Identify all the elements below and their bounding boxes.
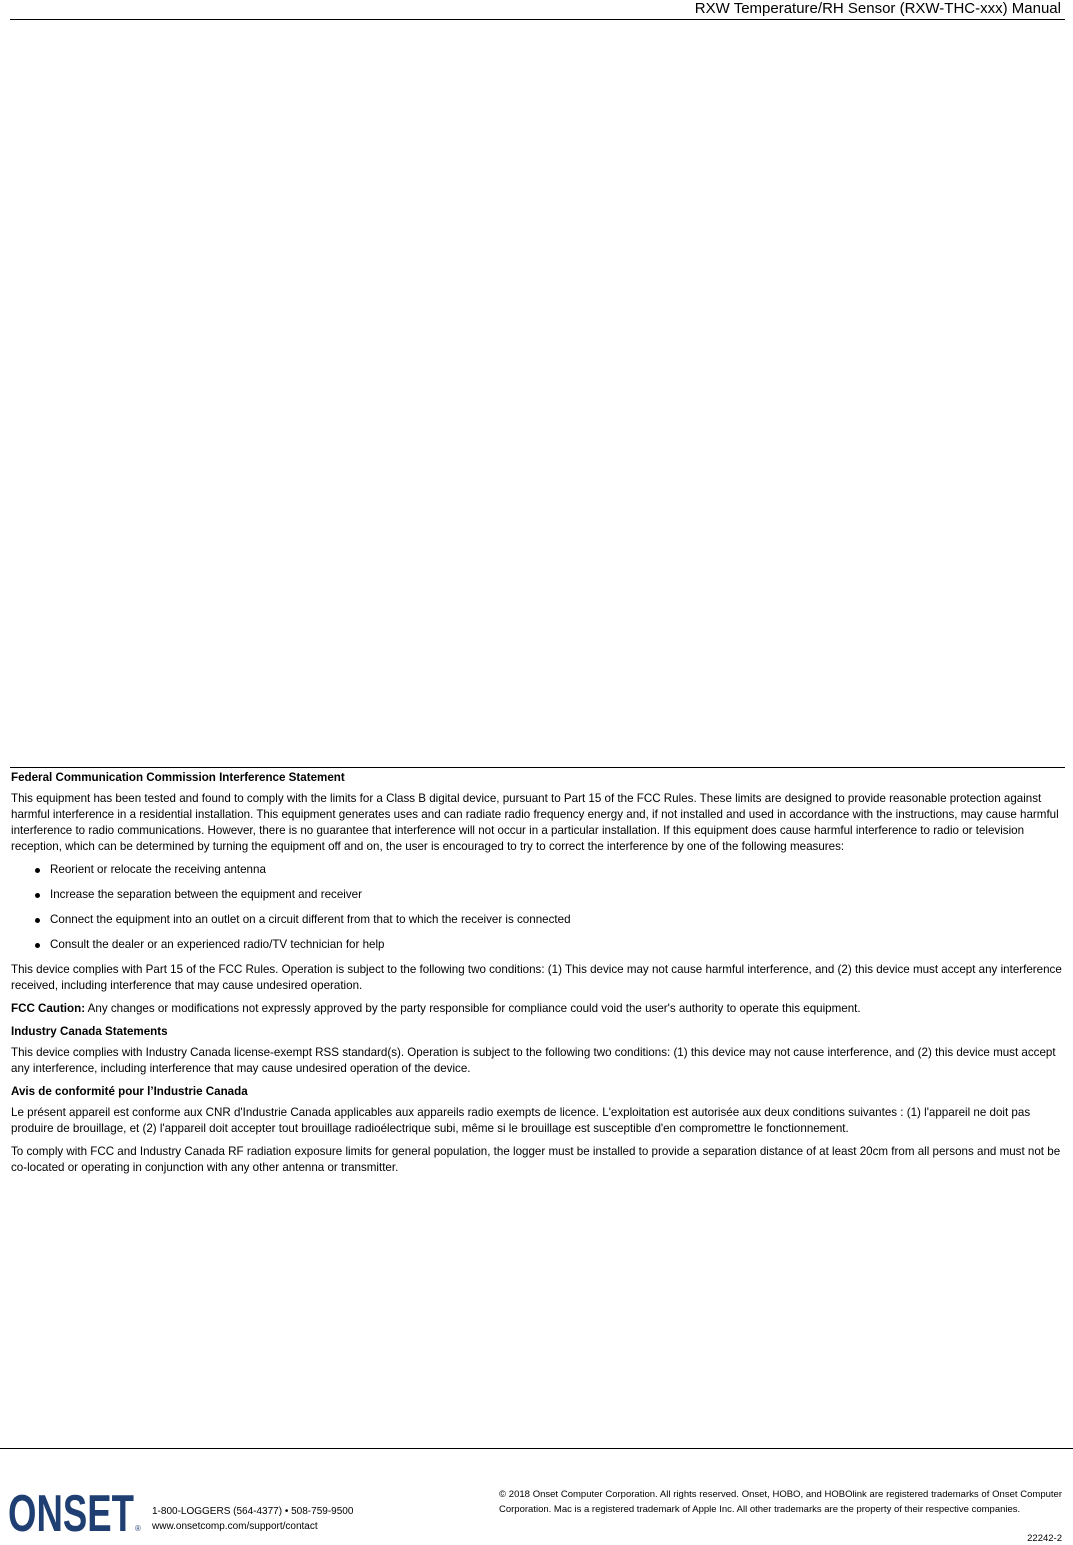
phone-number: 1-800-LOGGERS (564-4377) • 508-759-9500 [152, 1506, 354, 1517]
avis-heading: Avis de conformité pour l’Industrie Canada [11, 1085, 248, 1098]
support-url[interactable]: www.onsetcomp.com/support/contact [152, 1521, 318, 1532]
fcc-heading: Federal Communication Commission Interference Statement [11, 771, 345, 784]
list-item-text: Consult the dealer or an experienced radio/TV technician for help [50, 938, 385, 951]
fcc-compliance-paragraph: This device complies with Part 15 of the FCC Rules. Operation is subject to the following two conditions: (1) This device may not cause harmful interference, and (2) this device must accept any interference received, including interference that may cause undesired operation. [11, 963, 1062, 992]
onset-logo [8, 1487, 142, 1533]
header-divider [10, 19, 1065, 20]
list-item [11, 912, 1064, 928]
industry-canada-paragraph: This device complies with Industry Canada license-exempt RSS standard(s). Operation is subject to the following two conditions: (1) this device may not cause interference, and (2) this device must accept any interference, including interference that may cause undesired operation of the device. [11, 1046, 1056, 1075]
rf-exposure-paragraph: To comply with FCC and Industry Canada RF radiation exposure limits for general population, the logger must be installed to provide a separation distance of at least 20cm from all persons and must not be co-located or operating in conjunction with any other antenna or transmitter. [11, 1145, 1061, 1174]
list-item-text: Reorient or relocate the receiving antenna [50, 863, 266, 876]
footer-contact [152, 1504, 353, 1534]
fcc-caution-label: FCC Caution: [11, 1002, 86, 1015]
fcc-intro-paragraph: This equipment has been tested and found to comply with the limits for a Class B digital device, pursuant to Part 15 of the FCC Rules. These limits are designed to provide reasonable protection against harmful interference in a residential installation. This equipment generates uses and can radiate radio frequency energy and, if not installed and used in accordance with the instructions, may cause harmful interference to radio communications. However, there is no guarantee that interference will not occur in a particular installation. If this equipment does cause harmful interference to radio or television reception, which can be determined by turning the equipment off and on, the user is encouraged to try to correct the interference by one of the following measures: [11, 792, 1059, 853]
section-divider [10, 767, 1065, 768]
list-item [11, 862, 1064, 878]
regulatory-section [11, 770, 1064, 1183]
fcc-caution-paragraph [11, 1001, 1064, 1017]
list-item-text: Connect the equipment into an outlet on a circuit different from that to which the receiver is connected [50, 913, 571, 926]
avis-paragraph: Le présent appareil est conforme aux CNR d'Industrie Canada applicables aux appareils radio exempts de licence. L'exploitation est autorisée aux deux conditions suivantes : (1) l'appareil ne doit pas produire de brouillage, et (2) l'appareil doit accepter tout brouillage radioélectrique subi, même si le brouillage est susceptible d'en compromettre le fonctionnement. [11, 1106, 1031, 1135]
copyright-notice: © 2018 Onset Computer Corporation. All rights reserved. Onset, HOBO, and HOBOlink are registered trademarks of Onset Computer Corporation. Mac is a registered trademark of Apple Inc. All other trademarks are the property of their respective companies. [499, 1489, 1062, 1515]
fcc-measures-list [11, 862, 1064, 953]
bullet-icon [35, 943, 40, 948]
footer-divider [0, 1448, 1073, 1449]
logo-wordmark: ONSET [8, 1487, 135, 1533]
document-title: RXW Temperature/RH Sensor (RXW-THC-xxx) Manual [694, 0, 1061, 17]
bullet-icon [35, 918, 40, 923]
registered-mark: ® [135, 1524, 141, 1533]
list-item-text: Increase the separation between the equipment and receiver [50, 888, 362, 901]
bullet-icon [35, 893, 40, 898]
list-item [11, 887, 1064, 903]
fcc-caution-text: Any changes or modifications not expressly approved by the party responsible for compliance could void the user's authority to operate this equipment. [85, 1002, 861, 1015]
list-item [11, 937, 1064, 953]
industry-canada-heading: Industry Canada Statements [11, 1025, 168, 1038]
document-number: 22242-2 [1027, 1533, 1062, 1544]
bullet-icon [35, 868, 40, 873]
